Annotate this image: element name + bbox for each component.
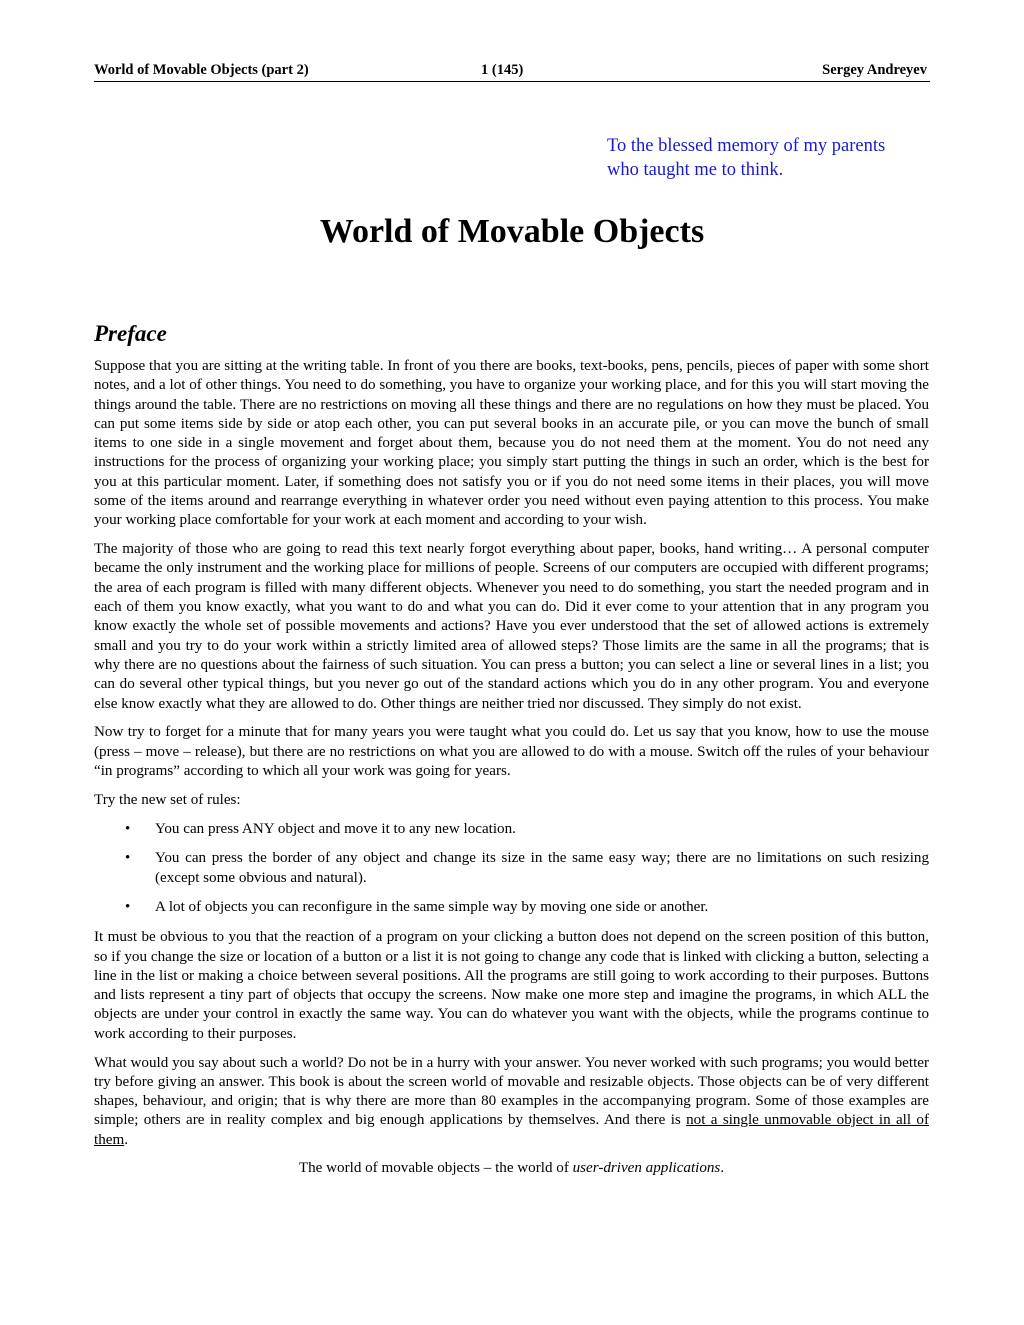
section-heading-preface: Preface <box>94 321 167 346</box>
paragraph: Now try to forget for a minute that for many years you were taught what you could do. Let us say that you know, how to use the mouse (press – move – release), but there are no restrictions on what you are allowed to do with a mouse. Switch off the rules of your behaviour “in programs” according to which all your work was going for years. <box>94 724 929 779</box>
closing-italic: user-driven applications <box>572 1160 721 1177</box>
closing-line <box>94 1159 929 1178</box>
list-item-text: A lot of objects you can reconfigure in the same simple way by moving one side or another. <box>155 899 709 916</box>
list-item <box>94 898 929 917</box>
list-item <box>94 849 929 888</box>
bullet-icon: • <box>125 820 131 837</box>
dedication <box>607 135 885 182</box>
paragraph-last <box>94 1054 929 1150</box>
rules-list <box>94 820 929 918</box>
list-item-text: You can press the border of any object and change its size in the same easy way; there are no limitations on such resizing (except some obvious and natural). <box>155 850 929 886</box>
header-author: Sergey Andreyev <box>822 62 927 78</box>
dedication-line-1: To the blessed memory of my parents <box>607 136 886 156</box>
page-header <box>94 61 930 82</box>
list-item-text: You can press ANY object and move it to any new location. <box>155 820 516 837</box>
paragraph: Try the new set of rules: <box>94 791 241 808</box>
header-document-title: World of Movable Objects (part 2) <box>94 62 309 78</box>
closing-text: The world of movable objects – the world of <box>298 1160 573 1177</box>
paragraph: It must be obvious to you that the reaction of a program on your clicking a button does not depend on the screen position of this button, so if you change the size or location of a button or a list it is not going to change any code that is linked with clicking a button, selecting a line in the list or making a choice between several positions. All the programs are still going to work according to their purposes. Buttons and lists represent a tiny part of objects that occupy the screens. Now make one more step and imagine the programs, in which ALL the objects are under your control in exactly the same way. You can do whatever you want with the objects, while the programs continue to work according to their purposes. <box>94 929 929 1042</box>
closing-end: . <box>720 1160 725 1177</box>
paragraph-text: What would you say about such a world? Do not be in a hurry with your answer. You never worked with such programs; you would better try before giving an answer. This book is about the screen world of movable and resizable objects. Those objects can be of very different shapes, behaviour, and origin; that is why there are more than 80 examples in the accompanying program. Some of those examples are simple; others are in reality complex and big enough applications by themselves. And there is <box>94 1054 929 1129</box>
paragraph: Suppose that you are sitting at the writing table. In front of you there are books, text-books, pens, pencils, pieces of paper with some short notes, and a lot of other things. You need to do something, you have to organize your working place, and for this you will start moving the things around the table. There are no restrictions on moving all these things and there are no regulations on how they must be placed. You can put some items side by side or atop each other, you can put several books in an accurate pile, or you can move the bunch of small items to one side in a single movement and forget about them, because you do not need them at the moment. You do not need any instructions for the process of organizing your working place; you simply start putting the things in such an order, which is the best for you at this particular moment. Later, if something does not satisfy you or if you do not need some items in their places, you will move some of the items around and rearrange everything in whatever order you need without even paying attention to this process. You make your working place comfortable for your work at each moment and according to your wish. <box>94 358 929 529</box>
preface-body <box>94 357 929 1188</box>
bullet-icon: • <box>125 899 131 916</box>
dedication-line-2: who taught me to think. <box>607 159 784 180</box>
list-item <box>94 820 929 839</box>
page-title: World of Movable Objects <box>319 213 705 250</box>
header-page-number: 1 (145) <box>481 62 524 78</box>
underlined-emphasis: not a single unmovable object in all of them <box>94 1112 929 1148</box>
paragraph-end: . <box>124 1131 128 1148</box>
paragraph: The majority of those who are going to read this text nearly forgot everything about paper, books, hand writing… A personal computer became the only instrument and the working place for millions of people. Screens of our computers are occupied with different programs; the area of each program is filled with many different objects. Whenever you need to do something, you start the needed program and in each of them you know exactly, what you want to do and what you can do. Did it ever come to your attention that in any program you know exactly the whole set of possible movements and actions? Have you ever understood that the set of allowed actions is extremely small and you try to do your work within a strictly limited area of allowed steps? Those limits are the same in all the programs; that is why there are no questions about the fairness of such situation. You can press a button; you can select a line or several lines in a list; you can do several other typical things, but you never go out of the standard actions which you do in any other program. You and everyone else know exactly what they are allowed to do. Other things are neither tried nor discussed. They simply do not exist. <box>94 541 929 712</box>
bullet-icon: • <box>125 850 131 867</box>
